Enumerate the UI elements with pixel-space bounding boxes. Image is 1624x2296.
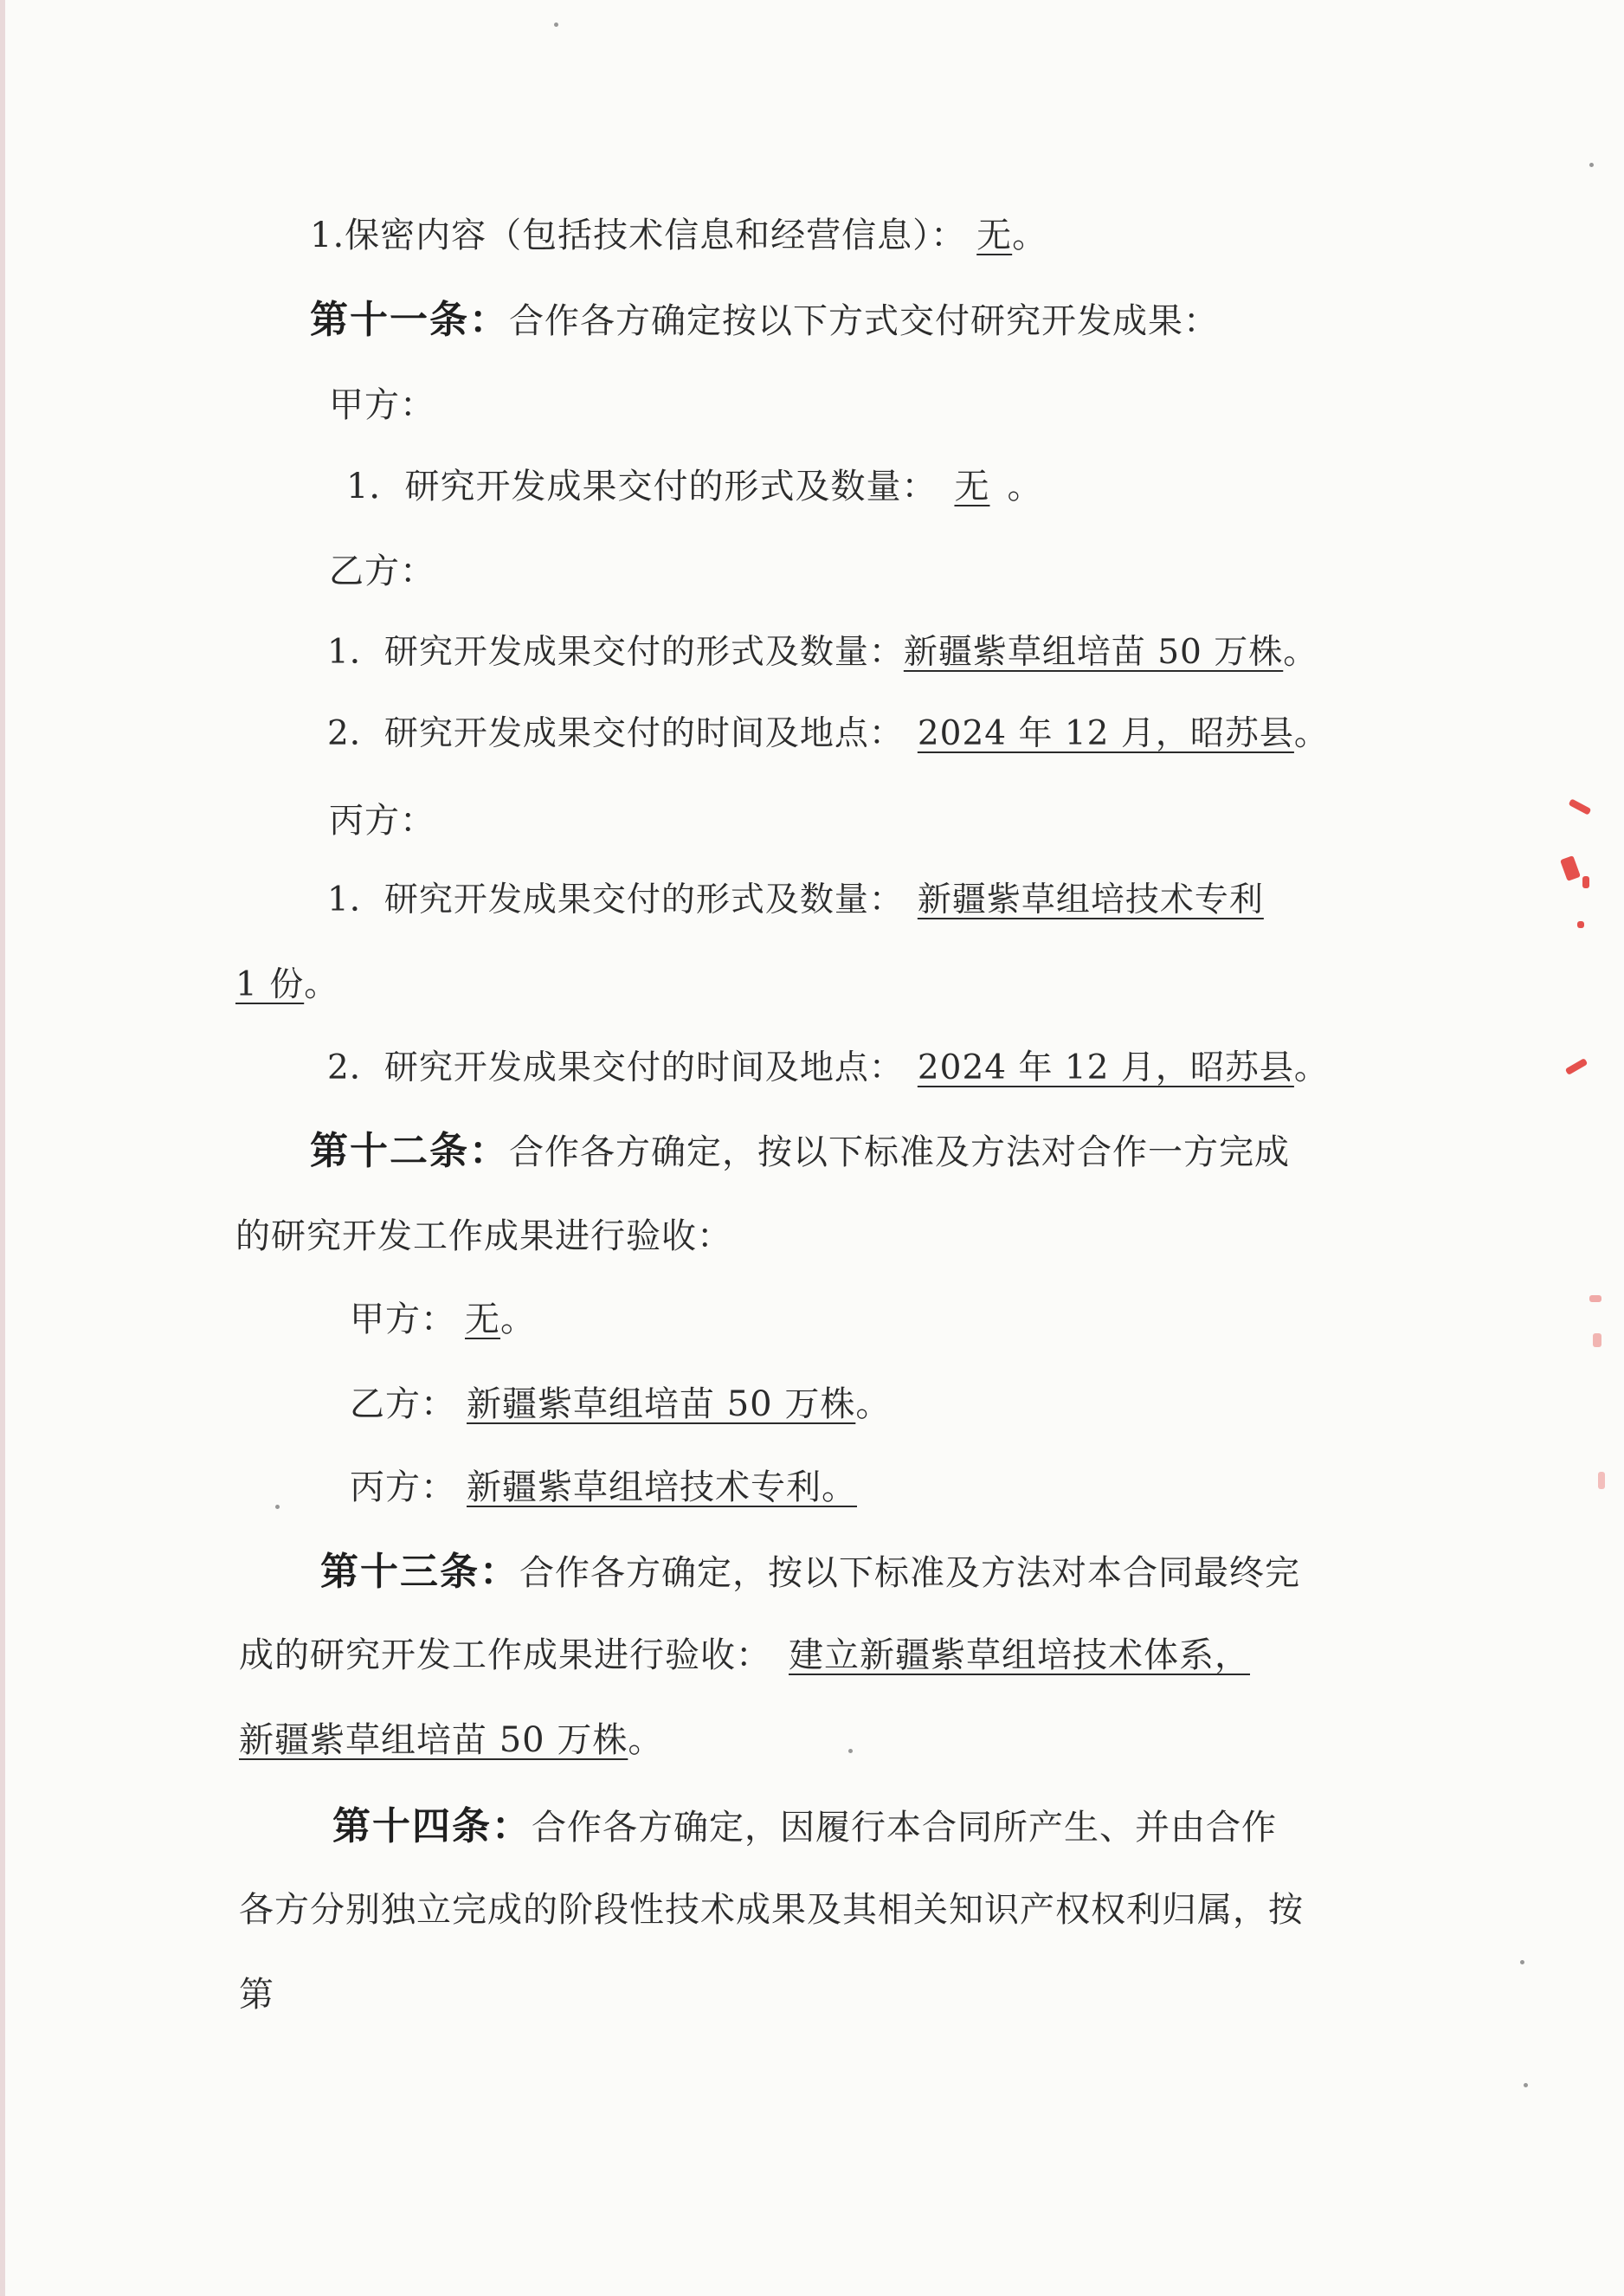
article-12-party-a: [350, 1295, 536, 1344]
article-11-text: 合作各方确定按以下方式交付研究开发成果：: [509, 301, 1219, 341]
article-14: [332, 1803, 1277, 1852]
article-12-party-b-value: 新疆紫草组培苗 50 万株: [467, 1384, 856, 1424]
party-b-item-1-end: 。: [1283, 633, 1318, 672]
party-b-item-2-end: 。: [1293, 714, 1329, 753]
party-b-item-2-value: 2024 年 12 月，昭苏县: [917, 714, 1294, 753]
article-12-party-a-end: 。: [500, 1300, 536, 1339]
article-13-title: 第十三条：: [320, 1550, 519, 1594]
party-c-item-2-label: 2．研究开发成果交付的时间及地点：: [327, 1048, 904, 1087]
article-12-party-a-value: 无: [465, 1300, 500, 1339]
confidential-label: 1.保密内容（包括技术信息和经营信息）：: [310, 216, 967, 255]
party-c-item-1: [327, 876, 1264, 925]
article-13-line-3: [239, 1716, 663, 1764]
article-14-text-line-2: 各方分别独立完成的阶段性技术成果及其相关知识产权权利归属，按: [239, 1890, 1304, 1930]
party-b-label: 乙方：: [329, 551, 435, 591]
article-13-text-line-2: 成的研究开发工作成果进行验收：: [239, 1635, 771, 1675]
article-13-text-line-1: 合作各方确定，按以下标准及方法对本合同最终完: [519, 1553, 1300, 1593]
party-c-label: 丙方：: [329, 801, 435, 841]
article-14-title: 第十四条：: [332, 1804, 532, 1848]
party-b-item-1: [327, 629, 1318, 677]
article-13: [320, 1548, 1300, 1597]
party-b-item-1-label: 1．研究开发成果交付的形式及数量：: [327, 633, 904, 672]
article-11-title: 第十一条：: [310, 298, 509, 342]
party-c-item-2: [327, 1044, 1329, 1093]
article-13-line-2: [239, 1631, 1250, 1680]
article-12-party-b: [350, 1380, 891, 1429]
party-b-item-2-label: 2．研究开发成果交付的时间及地点：: [327, 714, 904, 753]
article-13-value-line-2: 新疆紫草组培苗 50 万株: [239, 1720, 628, 1760]
party-a-item-1-value: 无: [954, 467, 990, 506]
party-a-item-1-label: 1．研究开发成果交付的形式及数量：: [346, 467, 938, 506]
article-11: [310, 296, 1219, 345]
article-12-party-b-end: 。: [855, 1384, 892, 1424]
party-c-item-1-value-line-1: 新疆紫草组培技术专利: [917, 880, 1264, 919]
party-a-item-1: [346, 462, 1042, 511]
article-12-text-line-1: 合作各方确定，按以下标准及方法对合作一方完成: [509, 1132, 1290, 1172]
article-12-party-c-value: 新疆紫草组培技术专利。: [467, 1467, 857, 1507]
party-c-item-2-end: 。: [1293, 1048, 1329, 1087]
party-a-label: 甲方：: [329, 385, 435, 425]
article-12: [310, 1127, 1290, 1177]
party-c-item-2-value: 2024 年 12 月，昭苏县: [917, 1048, 1294, 1087]
article-12-party-c-label: 丙方：: [350, 1467, 456, 1507]
article-13-value-line-1: 建立新疆紫草组培技术体系，: [789, 1635, 1250, 1675]
page-edge: [0, 0, 5, 2296]
party-c-item-1-label: 1．研究开发成果交付的形式及数量：: [327, 880, 904, 919]
article-12-text-line-2: 的研究开发工作成果进行验收：: [235, 1216, 732, 1256]
confidential-end: 。: [1012, 216, 1048, 255]
party-c-item-1-value-line-2: 1 份: [235, 965, 305, 1004]
party-b-item-1-value: 新疆紫草组培苗 50 万株: [903, 633, 1284, 672]
article-12-title: 第十二条：: [310, 1129, 509, 1173]
article-14-text-line-1: 合作各方确定，因履行本合同所产生、并由合作: [532, 1808, 1277, 1848]
party-c-item-1-end: 。: [304, 965, 339, 1004]
party-b-item-2: [327, 710, 1329, 758]
article-14-text-line-3: 第: [239, 1975, 274, 2015]
article-13-end: 。: [628, 1720, 664, 1760]
party-c-item-1-cont: [235, 961, 338, 1009]
confidential-value: 无: [976, 216, 1013, 255]
article-12-party-a-label: 甲方：: [350, 1300, 456, 1339]
article-12-party-c: [350, 1463, 857, 1512]
confidential-line: [310, 211, 1047, 260]
article-12-party-b-label: 乙方：: [350, 1384, 456, 1424]
party-a-item-1-end: 。: [1007, 467, 1043, 506]
